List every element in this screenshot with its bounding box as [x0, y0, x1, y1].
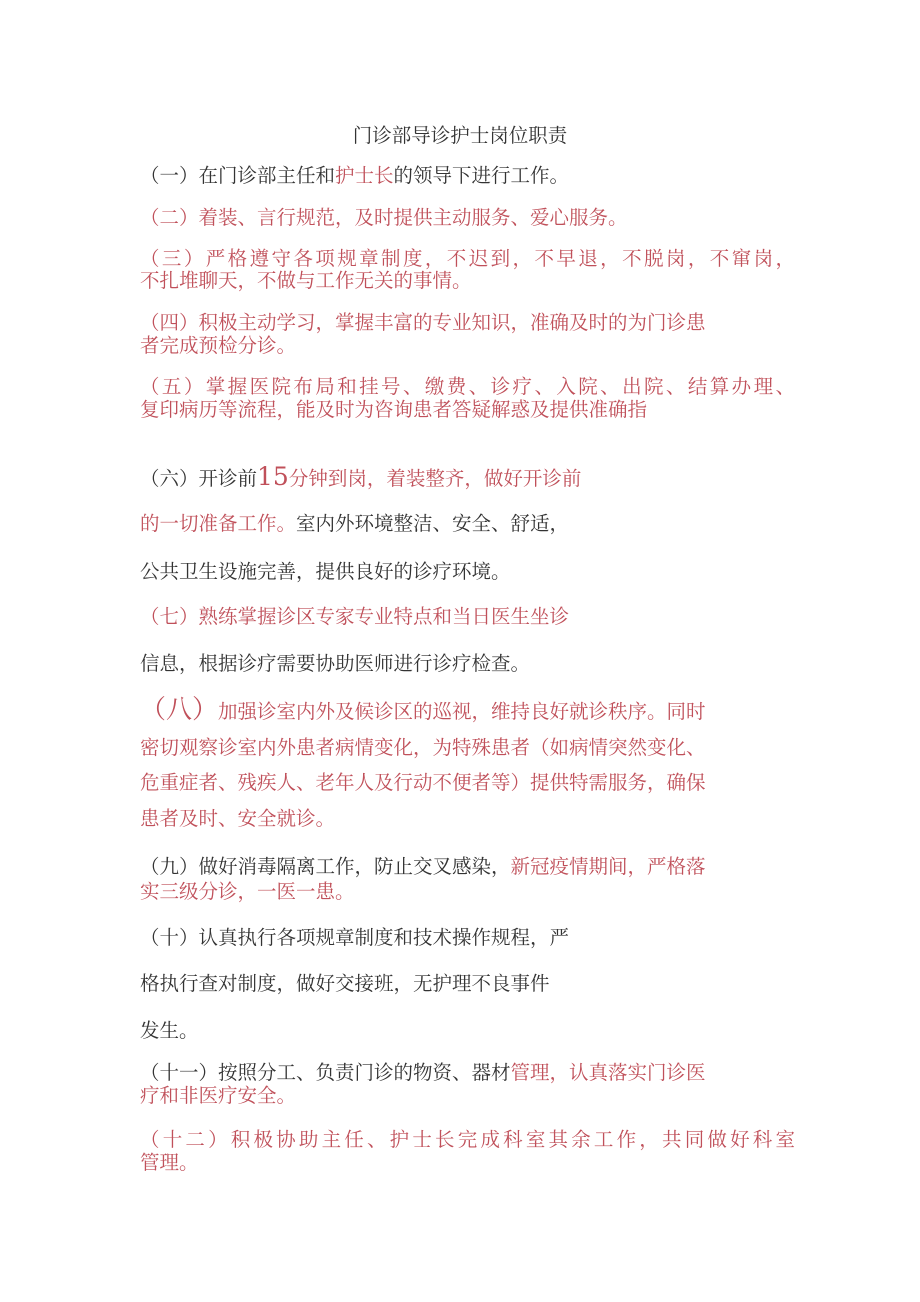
item-6-text-c: 着装整齐，做好开诊前	[386, 467, 582, 490]
item-8-number: （八）	[140, 695, 219, 725]
item-8-line-2: 密切观察诊室内外患者病情变化，为特殊患者（如病情突然变化、	[140, 736, 706, 759]
item-6-text-b: 分钟到岗，	[288, 467, 387, 490]
item-7-line-1: （七）熟练掌握诊区专家专业特点和当日医生坐诊	[140, 605, 570, 628]
item-11-line-1	[140, 1061, 706, 1085]
item-7-line-2: 信息，根据诊疗需要协助医师进行诊疗检查。	[140, 652, 531, 675]
item-6-line-3: 公共卫生设施完善，提供良好的诊疗环境。	[140, 560, 511, 583]
item-4-line-2: 者完成预检分诊。	[140, 334, 297, 357]
item-9-text-b: 新冠疫情期间，严格落	[510, 855, 706, 878]
item-8-text-a: 加强诊室内外及候诊区的巡视，维持良好就诊秩序。同时	[218, 700, 706, 723]
item-2-line-1: （二）着装、言行规范，及时提供主动服务、爱心服务。	[140, 206, 628, 229]
item-6-line-2	[140, 512, 569, 536]
item-1-text-a: （一）在门诊部主任和	[140, 164, 336, 187]
item-11-text-a: （十一）按照分工、负责门诊的物资、器材	[140, 1061, 511, 1084]
item-8-line-3: 危重症者、残疾人、老年人及行动不便者等）提供特需服务，确保	[140, 771, 706, 794]
item-12-line-1: （十二）积极协助主任、护士长完成科室其余工作，共同做好科室	[140, 1128, 795, 1151]
item-10-line-3: 发生。	[140, 1019, 199, 1042]
page-title: 门诊部导诊护士岗位职责	[352, 124, 568, 147]
item-6-text-e: 室内外环境整洁、安全、舒适，	[296, 512, 570, 535]
item-9-line-1	[140, 855, 706, 879]
item-10-line-1: （十）认真执行各项规章制度和技术操作规程，严	[140, 926, 570, 949]
item-11-text-b: 管理，认真落实门诊医	[510, 1061, 706, 1084]
item-3-line-2: 不扎堆聊天，不做与工作无关的事情。	[140, 269, 472, 292]
item-9-line-2: 实三级分诊，一医一患。	[140, 880, 355, 903]
item-6-number: 15	[257, 462, 289, 491]
item-5-line-1: （五）掌握医院布局和挂号、缴费、诊疗、入院、出院、结算办理、	[140, 375, 795, 398]
item-4-line-1: （四）积极主动学习，掌握丰富的专业知识，准确及时的为门诊患	[140, 311, 706, 334]
item-8-line-1	[140, 695, 706, 725]
item-9-text-a: （九）做好消毒隔离工作，防止交叉感染，	[140, 855, 511, 878]
item-1-text-c: 的领导下进行工作。	[393, 164, 570, 187]
item-6-line-1	[140, 462, 582, 491]
item-1-line-1	[140, 164, 569, 188]
item-11-line-2: 疗和非医疗安全。	[140, 1084, 297, 1107]
item-6-text-d: 的一切准备工作。	[140, 512, 297, 535]
item-10-line-2: 格执行查对制度，做好交接班，无护理不良事件	[140, 972, 550, 995]
item-8-line-4: 患者及时、安全就诊。	[140, 807, 336, 830]
item-3-line-1: （三）严格遵守各项规章制度，不迟到，不早退，不脱岗，不窜岗，	[140, 247, 795, 270]
item-6-text-a: （六）开诊前	[140, 467, 258, 490]
item-1-text-b: 护士长	[335, 164, 394, 187]
item-12-line-2: 管理。	[140, 1151, 199, 1174]
item-5-line-2: 复印病历等流程，能及时为咨询患者答疑解惑及提供准确指	[140, 398, 648, 421]
